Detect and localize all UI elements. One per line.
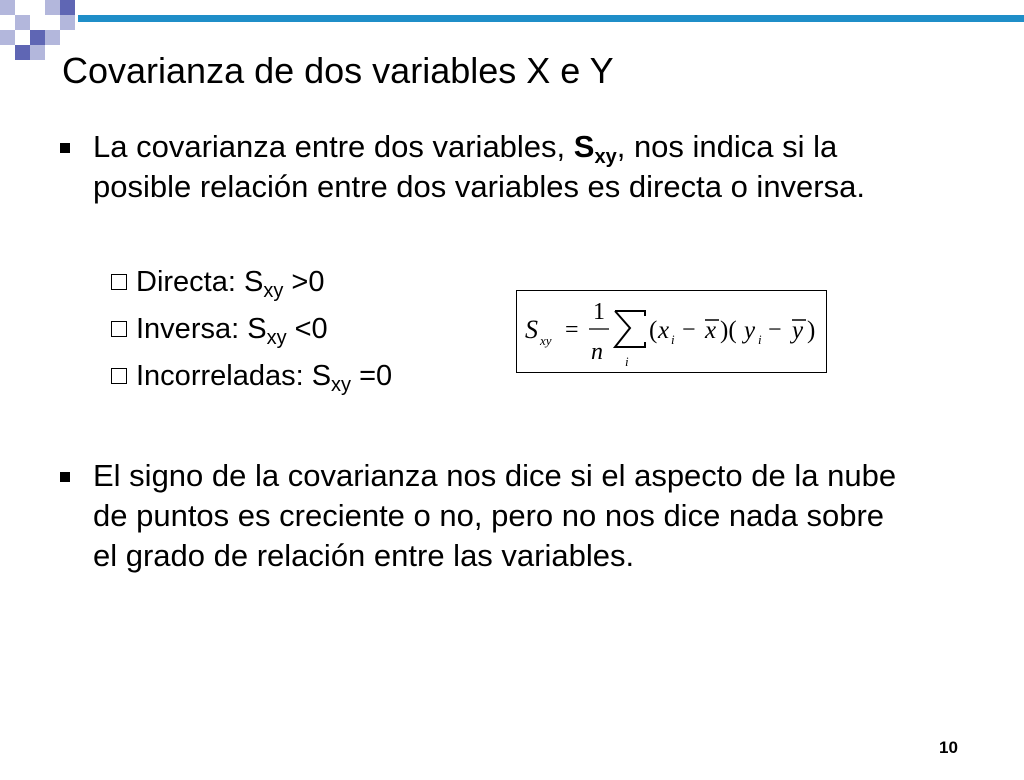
deco-square-dark bbox=[15, 45, 30, 60]
svg-text:=: = bbox=[565, 317, 579, 343]
svg-text:S: S bbox=[525, 315, 538, 344]
deco-square-dark bbox=[60, 0, 75, 15]
svg-text:)(: )( bbox=[720, 317, 737, 344]
svg-text:y: y bbox=[744, 317, 756, 344]
svg-text:): ) bbox=[807, 317, 816, 344]
deco-square-light bbox=[45, 0, 60, 15]
page-title: Covarianza de dos variables X e Y bbox=[62, 50, 614, 91]
page-number: 10 bbox=[939, 738, 958, 757]
svg-text:1: 1 bbox=[593, 299, 605, 325]
deco-square-dark bbox=[30, 30, 45, 45]
svg-text:−: − bbox=[768, 317, 782, 343]
svg-text:x: x bbox=[705, 317, 717, 344]
covariance-formula bbox=[516, 290, 827, 373]
svg-text:−: − bbox=[682, 317, 696, 343]
bullet-text-after: , nos indica si la posible relación entre dos variables es directa o inversa. bbox=[93, 129, 865, 204]
sub-bullet-inversa: Inversa: $S_{xy} <0$ bbox=[111, 313, 328, 346]
formula-graphic bbox=[517, 291, 825, 371]
svg-text:(: ( bbox=[649, 317, 658, 344]
title-rule bbox=[78, 15, 1024, 22]
square-bullet-icon bbox=[111, 321, 127, 337]
bullet-text-signo: El signo de la covarianza nos dice si el aspecto de la nube de puntos es creciente o no, pero no nos dice nada sobre el grado de relación entre las variables. bbox=[93, 458, 897, 573]
deco-square-light bbox=[60, 15, 75, 30]
bullet-marker bbox=[60, 143, 70, 153]
svg-text:i: i bbox=[625, 354, 629, 369]
sub-bullet-incorreladas: Incorreladas: $S_{xy} =0$ bbox=[111, 360, 392, 393]
svg-text:y: y bbox=[792, 317, 804, 344]
svg-text:n: n bbox=[591, 339, 603, 365]
deco-square-light bbox=[0, 30, 15, 45]
bullet-text-before: La covarianza entre dos variables, bbox=[93, 129, 574, 164]
bullet-text-covarianza bbox=[93, 127, 943, 207]
sum-icon bbox=[615, 311, 645, 347]
sxy-symbol: $S_{xy}$ bbox=[573, 129, 617, 168]
deco-square-light bbox=[45, 30, 60, 45]
svg-text:x: x bbox=[658, 317, 670, 344]
square-bullet-icon bbox=[111, 274, 127, 290]
deco-square-light bbox=[15, 15, 30, 30]
bullet-marker bbox=[60, 472, 70, 482]
deco-square-light bbox=[30, 45, 45, 60]
svg-text:xy: xy bbox=[540, 333, 552, 348]
svg-text:i: i bbox=[671, 332, 675, 347]
square-bullet-icon bbox=[111, 368, 127, 384]
svg-text:i: i bbox=[758, 332, 762, 347]
deco-square-light bbox=[0, 0, 15, 15]
sub-bullet-directa: Directa: $S_{xy} >0$ bbox=[111, 266, 324, 299]
